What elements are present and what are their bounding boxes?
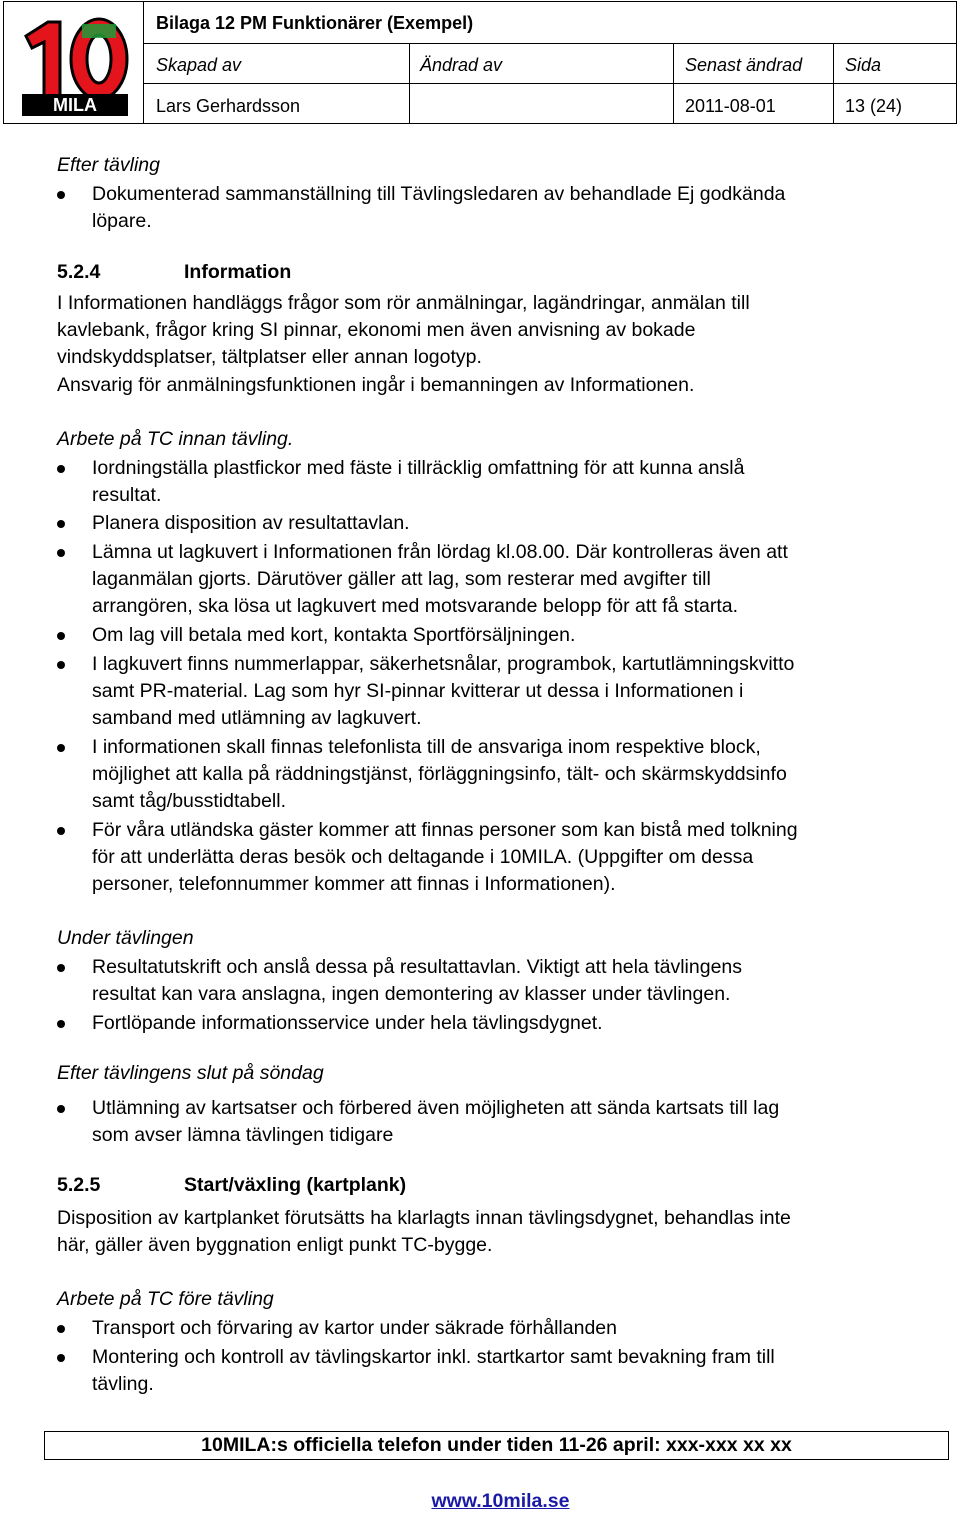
section-title: Information <box>184 261 292 283</box>
phone-note-box: 10MILA:s officiella telefon under tiden 11-26 april: xxx-xxx xx xx <box>44 1431 949 1460</box>
header-divider <box>833 43 834 123</box>
svg-text:MILA: MILA <box>53 95 97 115</box>
list-item-continuation: samt tåg/busstidtabell. <box>92 790 287 812</box>
list-item-continuation: arrangören, ska lösa ut lagkuvert med motsvarande belopp för att få starta. <box>92 595 739 617</box>
list-item-continuation: för att underlätta deras besök och deltagande i 10MILA. (Uppgifter om dessa <box>92 846 754 868</box>
paragraph-line: Disposition av kartplanket förutsätts ha klarlagts innan tävlingsdygnet, behandlas inte <box>57 1207 791 1229</box>
list-item-continuation: tävling. <box>92 1373 154 1395</box>
list-item: Utlämning av kartsatser och förbered även möjligheten att sända kartsats till lag <box>92 1095 779 1122</box>
list-item: Fortlöpande informationsservice under hela tävlingsdygnet. <box>92 1010 603 1037</box>
list-item: För våra utländska gäster kommer att finnas personer som kan bistå med tolkning <box>92 817 798 844</box>
section-heading: Under tävlingen <box>57 927 194 949</box>
list-item-continuation: samband med utlämning av lagkuvert. <box>92 707 422 729</box>
list-item: Resultatutskrift och anslå dessa på resultattavlan. Viktigt att hela tävlingens <box>92 954 742 981</box>
section-number: 5.2.5 <box>57 1174 101 1196</box>
list-item-continuation: resultat. <box>92 484 162 506</box>
list-item: Om lag vill betala med kort, kontakta Sportförsäljningen. <box>92 622 575 649</box>
10mila-logo <box>4 2 144 123</box>
header-divider <box>673 43 674 123</box>
header-rule <box>144 43 956 44</box>
created-by-label: Skapad av <box>156 55 242 75</box>
document-header <box>3 1 957 124</box>
section-heading: Arbete på TC innan tävling. <box>57 428 294 450</box>
logo-cell <box>4 2 144 123</box>
section-heading: Efter tävlingens slut på söndag <box>57 1062 324 1084</box>
list-item: I informationen skall finnas telefonlista till de ansvariga inom respektive block, <box>92 734 761 761</box>
list-item: Dokumenterad sammanställning till Tävlingsledaren av behandlade Ej godkända <box>92 181 785 208</box>
list-item: Planera disposition av resultattavlan. <box>92 510 410 537</box>
header-divider <box>409 43 410 123</box>
paragraph-line: Ansvarig för anmälningsfunktionen ingår i bemanningen av Informationen. <box>57 374 695 396</box>
section-heading: Arbete på TC före tävling <box>57 1288 274 1310</box>
website-link[interactable]: www.10mila.se <box>431 1490 570 1512</box>
list-item-continuation: löpare. <box>92 210 152 232</box>
created-by-value: Lars Gerhardsson <box>156 96 301 116</box>
paragraph-line: kavlebank, frågor kring SI pinnar, ekonomi men även anvisning av bokade <box>57 319 696 341</box>
section-heading: Efter tävling <box>57 154 160 176</box>
list-item: Iordningställa plastfickor med fäste i tillräcklig omfattning för att kunna anslå <box>92 455 745 482</box>
list-item: Montering och kontroll av tävlingskartor inkl. startkartor samt bevakning fram till <box>92 1344 775 1371</box>
document-title: Bilaga 12 PM Funktionärer (Exempel) <box>156 13 474 33</box>
last-changed-label: Senast ändrad <box>685 55 803 75</box>
list-item-continuation: som avser lämna tävlingen tidigare <box>92 1124 394 1146</box>
header-rule <box>144 83 956 84</box>
list-item: Transport och förvaring av kartor under säkrade förhållanden <box>92 1315 617 1342</box>
list-item: I lagkuvert finns nummerlappar, säkerhetsnålar, programbok, kartutlämningskvitto <box>92 651 794 678</box>
page-label: Sida <box>845 55 882 75</box>
section-number: 5.2.4 <box>57 261 101 283</box>
list-item-continuation: laganmälan gjorts. Därutöver gäller att lag, som resterar med avgifter till <box>92 568 711 590</box>
page-value: 13 (24) <box>845 96 903 116</box>
list-item-continuation: möjlighet att kalla på räddningstjänst, förläggningsinfo, tält- och skärmskyddsinfo <box>92 763 787 785</box>
list-item-continuation: resultat kan vara anslagna, ingen demontering av klasser under tävlingen. <box>92 983 731 1005</box>
list-item-continuation: samt PR-material. Lag som hyr SI-pinnar kvitterar ut dessa i Informationen i <box>92 680 744 702</box>
last-changed-value: 2011-08-01 <box>685 96 776 116</box>
list-item-continuation: personer, telefonnummer kommer att finnas i Informationen). <box>92 873 616 895</box>
paragraph-line: här, gäller även byggnation enligt punkt TC-bygge. <box>57 1234 493 1256</box>
section-title: Start/växling (kartplank) <box>184 1174 407 1196</box>
changed-by-label: Ändrad av <box>420 55 503 75</box>
list-item: Lämna ut lagkuvert i Informationen från lördag kl.08.00. Där kontrolleras även att <box>92 539 788 566</box>
paragraph-line: I Informationen handläggs frågor som rör anmälningar, lagändringar, anmälan till <box>57 292 750 314</box>
paragraph-line: vindskyddsplatser, tältplatser eller annan logotyp. <box>57 346 482 368</box>
